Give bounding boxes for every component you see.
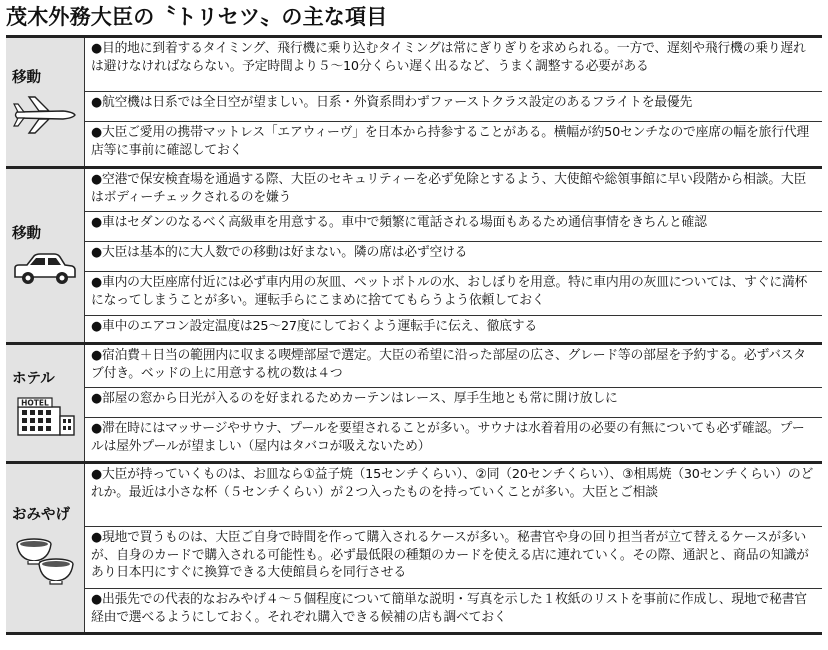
list-item: ●車はセダンのなるべく高級車を用意する。車中で頻繁に電話される場面もあるため通信事情をきちんと確認 xyxy=(85,211,822,241)
list-item: ●車内の大臣座席付近には必ず車内用の灰皿、ペットボトルの水、おしぼりを用意。特に車内用の灰皿については、すぐに満杯になってしまうことが多い。運転手らにこまめに捨ててもらうよう依頼しておく xyxy=(85,271,822,315)
airplane-icon xyxy=(13,95,77,135)
category-label: ホテル xyxy=(12,371,55,387)
list-item: ●現地で買うものは、大臣ご自身で時間を作って購入されるケースが多い。秘書官や身の回り担当者が立て替えるケースが多いが、自身のカードで購入される可能性も。必ず最低限の種類のカードを使える店に連れていく。その際、通訳と、商品の知識があり日本円にすぐに換算できる大使館員らを同行させる xyxy=(85,526,822,588)
list-item: ●部屋の窓から日光が入るのを好まれるためカーテンはレース、厚手生地とも常に開け放しに xyxy=(85,387,822,417)
list-item: ●航空機は日系では全日空が望ましい。日系・外資系問わずファーストクラス設定のあるフライトを最優先 xyxy=(85,91,822,121)
section-hotel xyxy=(6,342,822,461)
category-label: おみやげ xyxy=(12,507,70,523)
list-item: ●滞在時にはマッサージやサウナ、プールを要望されることが多い。サウナは水着着用の必要の有無についても必ず確認。プールは屋外プールが望ましい（屋内はタバコが吸えないため） xyxy=(85,417,822,461)
section-souvenir xyxy=(6,461,822,632)
item-list xyxy=(85,464,822,632)
page-title: 茂木外務大臣の〝トリセツ〟の主な項目 xyxy=(6,5,388,29)
list-item: ●大臣が持っていくものは、お皿なら①益子焼（15センチくらい）、②同（20センチくらい）、③相馬焼（30センチくらい）のどれか。最近は小さな杯（５センチくらい）が２つ入ったものを持っていくことが多い。大臣とご相談 xyxy=(91,467,814,500)
section-travel-car xyxy=(6,166,822,342)
hotel-icon xyxy=(14,396,76,436)
list-item: ●空港で保安検査場を通過する際、大臣のセキュリティーを必ず免除とするよう、大使館や総領事館に早い段階から相談。大臣はボディーチェックされるのを嫌う xyxy=(91,172,807,205)
list-item: ●出張先での代表的なおみやげ４～５個程度について簡単な説明・写真を示した１枚紙のリストを事前に作成し、現地で秘書官経由で選べるようにしておく。それぞれ購入できる候補の店も調べておく xyxy=(85,588,822,632)
item-list xyxy=(85,345,822,461)
hotel-sign-text: HOTEL xyxy=(21,398,49,408)
item-list xyxy=(85,38,822,166)
list-item: ●目的地に到着するタイミング、飛行機に乗り込むタイミングは常にぎりぎりを求められる。一方で、遅刻や飛行機の乗り遅れは避けなければならない。予定時間より５～10分くらい遅く出るなど、うまく調整する必要がある xyxy=(91,41,806,74)
list-item: ●大臣は基本的に大人数での移動は好まない。隣の席は必ず空ける xyxy=(85,241,822,271)
car-icon xyxy=(12,251,78,287)
category-cell xyxy=(6,38,85,166)
category-cell xyxy=(6,464,85,632)
items-table xyxy=(6,35,822,635)
item-list xyxy=(85,169,822,342)
category-cell xyxy=(6,169,85,342)
list-item: ●車中のエアコン設定温度は25～27度にしておくよう運転手に伝え、徹底する xyxy=(85,315,822,342)
section-travel-air xyxy=(6,38,822,166)
category-label: 移動 xyxy=(12,225,41,242)
bowls-icon xyxy=(14,532,76,590)
list-item: ●宿泊費＋日当の範囲内に収まる喫煙部屋で選定。大臣の希望に沿った部屋の広さ、グレード等の部屋を予約する。必ずバスタブ付き。ベッドの上に用意する枕の数は４つ xyxy=(91,348,806,381)
list-item: ●大臣ご愛用の携帯マットレス「エアウィーヴ」を日本から持参することがある。横幅が約50センチなので座席の幅を旅行代理店等に事前に確認しておく xyxy=(85,121,822,166)
category-label: 移動 xyxy=(12,70,41,86)
category-cell xyxy=(6,345,85,461)
